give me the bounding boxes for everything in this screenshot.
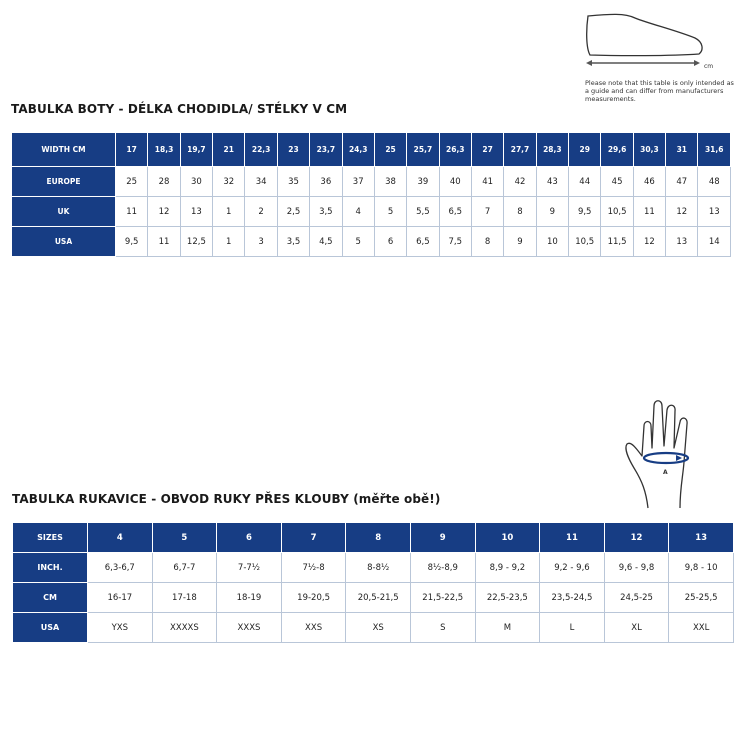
table-cell: 12	[148, 197, 180, 227]
table-row	[12, 227, 731, 257]
table-cell: 10	[536, 227, 568, 257]
table-row	[13, 553, 734, 583]
table-row	[13, 613, 734, 643]
table-cell: 8½-8,9	[410, 553, 475, 583]
table-cell: XXS	[281, 613, 346, 643]
table-cell: 48	[698, 167, 731, 197]
header-cell: 9	[410, 523, 475, 553]
table-cell: 9,6 - 9,8	[604, 553, 669, 583]
header-cell: 23,7	[310, 133, 342, 167]
table-cell: YXS	[88, 613, 153, 643]
header-cell: 7	[281, 523, 346, 553]
table-cell: 47	[666, 167, 698, 197]
measure-point-label: A	[663, 469, 668, 476]
table-cell: 13	[180, 197, 212, 227]
table-header-row	[12, 133, 731, 167]
table-cell: 10,5	[569, 227, 601, 257]
header-cell: 12	[604, 523, 669, 553]
table-cell: 19-20,5	[281, 583, 346, 613]
table-cell: 6,3-6,7	[88, 553, 153, 583]
table-cell: 11	[148, 227, 180, 257]
table-cell: 25	[116, 167, 148, 197]
table-cell: XXL	[669, 613, 734, 643]
table-cell: 12,5	[180, 227, 212, 257]
guide-note: Please note that this table is only intended as a guide and can differ from manufacturers measurements.	[585, 79, 734, 103]
table-cell: 18-19	[217, 583, 282, 613]
table-row	[12, 167, 731, 197]
table-cell: XXXS	[217, 613, 282, 643]
table-cell: L	[540, 613, 605, 643]
header-cell: 22,3	[245, 133, 277, 167]
header-cell: 18,3	[148, 133, 180, 167]
table-cell: 5,5	[407, 197, 439, 227]
table-cell: 11	[116, 197, 148, 227]
header-cell: 5	[152, 523, 217, 553]
shoe-measurement-diagram	[580, 10, 720, 72]
header-cell: 31	[666, 133, 698, 167]
table-cell: 22,5-23,5	[475, 583, 540, 613]
table-cell: 3	[245, 227, 277, 257]
header-cell: 10	[475, 523, 540, 553]
glove-table-title: TABULKA RUKAVICE - OBVOD RUKY PŘES KLOUBY (měřte obě!)	[12, 492, 441, 506]
boot-size-table	[11, 132, 731, 257]
table-cell: 28	[148, 167, 180, 197]
table-cell: 34	[245, 167, 277, 197]
table-cell: 6,5	[439, 197, 471, 227]
header-cell: SIZES	[13, 523, 88, 553]
table-cell: 11,5	[601, 227, 633, 257]
table-cell: XL	[604, 613, 669, 643]
table-cell: 5	[342, 227, 374, 257]
table-cell: 7	[471, 197, 503, 227]
row-label: USA	[13, 613, 88, 643]
table-cell: 37	[342, 167, 374, 197]
boot-table-title: TABULKA BOTY - DÉLKA CHODIDLA/ STÉLKY V CM	[11, 102, 348, 116]
table-cell: 10,5	[601, 197, 633, 227]
table-cell: 13	[698, 197, 731, 227]
table-row	[12, 197, 731, 227]
table-cell: 41	[471, 167, 503, 197]
table-cell: 2	[245, 197, 277, 227]
header-cell: 4	[88, 523, 153, 553]
cm-unit-label: cm	[704, 63, 714, 70]
glove-size-table	[12, 522, 734, 643]
table-cell: 6	[374, 227, 406, 257]
table-cell: 45	[601, 167, 633, 197]
table-cell: 42	[504, 167, 536, 197]
header-cell: 17	[116, 133, 148, 167]
header-cell: 26,3	[439, 133, 471, 167]
header-cell: 25	[374, 133, 406, 167]
table-header-row	[13, 523, 734, 553]
table-cell: 40	[439, 167, 471, 197]
table-cell: 8,9 - 9,2	[475, 553, 540, 583]
table-cell: 1	[213, 227, 245, 257]
table-cell: 17-18	[152, 583, 217, 613]
table-cell: 23,5-24,5	[540, 583, 605, 613]
row-label: UK	[12, 197, 116, 227]
header-cell: 27	[471, 133, 503, 167]
table-cell: 3,5	[310, 197, 342, 227]
table-cell: 9,2 - 9,6	[540, 553, 605, 583]
table-cell: 7-7½	[217, 553, 282, 583]
table-cell: 43	[536, 167, 568, 197]
table-cell: 46	[633, 167, 665, 197]
table-cell: 11	[633, 197, 665, 227]
table-cell: 8	[471, 227, 503, 257]
header-cell: 27,7	[504, 133, 536, 167]
table-cell: 6,7-7	[152, 553, 217, 583]
header-cell: 29	[569, 133, 601, 167]
table-cell: 9,5	[116, 227, 148, 257]
table-cell: 38	[374, 167, 406, 197]
header-cell: 21	[213, 133, 245, 167]
shoe-outline-icon	[587, 14, 702, 55]
table-cell: 7½-8	[281, 553, 346, 583]
table-cell: S	[410, 613, 475, 643]
table-cell: 25-25,5	[669, 583, 734, 613]
table-cell: 9,5	[569, 197, 601, 227]
table-cell: 21,5-22,5	[410, 583, 475, 613]
row-label: CM	[13, 583, 88, 613]
table-cell: 39	[407, 167, 439, 197]
table-cell: 9	[504, 227, 536, 257]
table-cell: 9,8 - 10	[669, 553, 734, 583]
header-cell: 24,3	[342, 133, 374, 167]
table-row	[13, 583, 734, 613]
header-cell: 19,7	[180, 133, 212, 167]
header-cell: 28,3	[536, 133, 568, 167]
table-cell: 7,5	[439, 227, 471, 257]
hand-measurement-diagram	[618, 396, 708, 514]
table-cell: M	[475, 613, 540, 643]
header-cell: 13	[669, 523, 734, 553]
table-cell: 8	[504, 197, 536, 227]
row-label: EUROPE	[12, 167, 116, 197]
table-cell: 36	[310, 167, 342, 197]
table-cell: 14	[698, 227, 731, 257]
table-cell: 1	[213, 197, 245, 227]
header-cell: 29,6	[601, 133, 633, 167]
table-cell: 44	[569, 167, 601, 197]
table-cell: 4	[342, 197, 374, 227]
table-cell: 6,5	[407, 227, 439, 257]
table-cell: 5	[374, 197, 406, 227]
row-label: INCH.	[13, 553, 88, 583]
table-cell: 30	[180, 167, 212, 197]
header-cell: 25,7	[407, 133, 439, 167]
header-cell: 6	[217, 523, 282, 553]
table-cell: XS	[346, 613, 411, 643]
table-cell: 24,5-25	[604, 583, 669, 613]
table-cell: 32	[213, 167, 245, 197]
header-cell: 31,6	[698, 133, 731, 167]
table-cell: XXXXS	[152, 613, 217, 643]
table-cell: 12	[666, 197, 698, 227]
table-cell: 16-17	[88, 583, 153, 613]
table-cell: 9	[536, 197, 568, 227]
table-cell: 20,5-21,5	[346, 583, 411, 613]
table-cell: 12	[633, 227, 665, 257]
table-cell: 2,5	[277, 197, 309, 227]
header-cell: 30,3	[633, 133, 665, 167]
table-cell: 8-8½	[346, 553, 411, 583]
header-cell: 8	[346, 523, 411, 553]
header-cell: 23	[277, 133, 309, 167]
table-cell: 4,5	[310, 227, 342, 257]
header-cell: WIDTH CM	[12, 133, 116, 167]
table-cell: 13	[666, 227, 698, 257]
row-label: USA	[12, 227, 116, 257]
table-cell: 3,5	[277, 227, 309, 257]
table-cell: 35	[277, 167, 309, 197]
header-cell: 11	[540, 523, 605, 553]
